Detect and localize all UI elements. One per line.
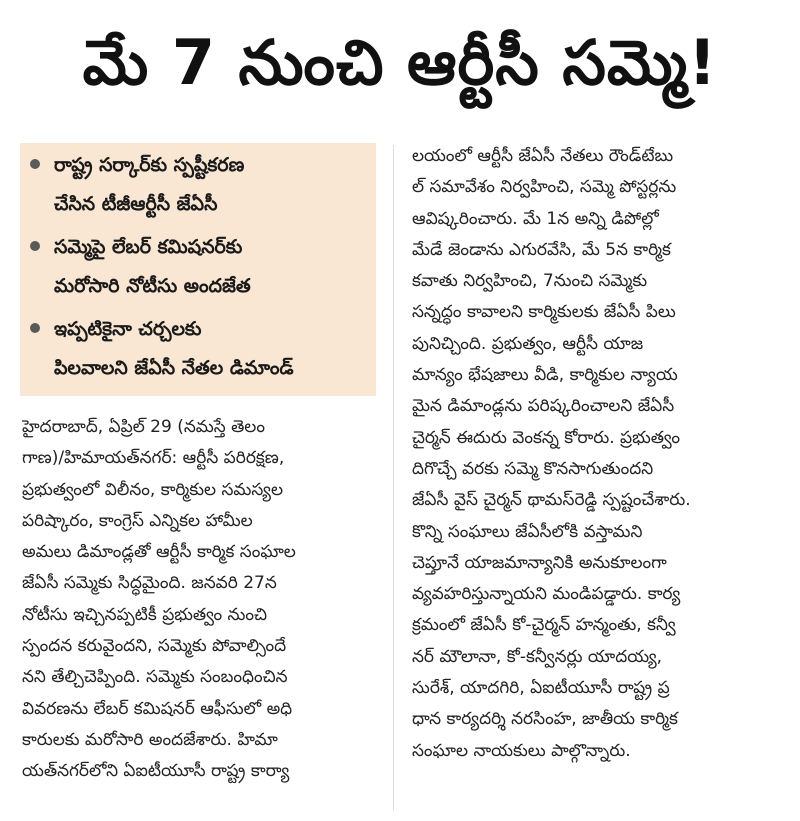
column-divider bbox=[393, 145, 394, 810]
article-line: సన్నద్ధం కావాలని కార్మికులకు జేఏసీ పిలు bbox=[412, 302, 676, 323]
article-line: జేఏసీ వైస్ చైర్మన్ థామస్‌రెడ్డి స్పష్టంచేశారు. bbox=[412, 490, 691, 511]
highlight-line: ఇప్పటికైనా చర్చలకు bbox=[54, 318, 202, 340]
article-line: కవాతు నిర్వహించి, 7నుంచి సమ్మెకు bbox=[412, 271, 648, 292]
article-line: ప్రభుత్వంలో విలీనం, కార్మికుల సమస్యల bbox=[22, 479, 284, 500]
article-line: అమలు డిమాండ్లతో ఆర్టీసీ కార్మిక సంఘాల bbox=[22, 542, 296, 563]
bullet-icon bbox=[30, 241, 40, 251]
article-line: పునిచ్చింది. ప్రభుత్వం, ఆర్టీసీ యాజ bbox=[412, 333, 644, 354]
article-line: కారులకు మరోసారి అందజేశారు. హిమా bbox=[22, 729, 278, 750]
article-line: లయంలో ఆర్టీసీ జేఏసీ నేతలు రౌండ్‌టేబు bbox=[412, 146, 674, 166]
article-line: దిగొచ్చే వరకు సమ్మె కొనసాగుతుందని bbox=[412, 458, 654, 479]
highlight-line: చేసిన టీజీఆర్టీసీ జేఏసీ bbox=[54, 193, 218, 215]
article-line: పరిష్కారం, కాంగ్రెస్ ఎన్నికల హామీల bbox=[22, 510, 253, 531]
article-line: ఆవిష్కరించారు. మే 1న అన్ని డిపోల్లో bbox=[412, 208, 659, 229]
article-line: నని తేల్చిచెప్పింది. సమ్మెకు సంబంధించిన bbox=[22, 667, 288, 688]
highlights-box bbox=[20, 143, 376, 396]
article-left-column bbox=[22, 412, 378, 788]
headline: మే 7 నుంచి ఆర్టీసీ సమ్మె! bbox=[82, 26, 718, 99]
highlight-line: మరోసారి నోటీసు అందజేత bbox=[54, 275, 251, 297]
article-line: కొన్ని సంఘాలు జేఏసీలోకి వస్తామని bbox=[412, 521, 643, 542]
highlight-line: రాష్ట్ర సర్కార్‌కు స్పష్టీకరణ bbox=[54, 154, 245, 176]
article-line: మాన్యం భేషజాలు వీడి, కార్మికుల న్యాయ bbox=[412, 365, 678, 386]
article-line: ల్ సమావేశం నిర్వహించి, సమ్మె పోస్టర్లను bbox=[412, 177, 677, 198]
article-line: యత్‌నగర్‌లోని ఏఐటీయూసీ రాష్ట్ర కార్యా bbox=[22, 761, 290, 782]
article-line: గాణ)/హిమాయత్‌నగర్: ఆర్టీసీ పరిరక్షణ, bbox=[22, 448, 285, 469]
article-line: మేడే జెండాను ఎగురవేసి, మే 5న కార్మిక bbox=[412, 239, 671, 260]
highlight-line: సమ్మెపై లేబర్ కమిషనర్‌కు bbox=[54, 236, 243, 258]
article-line: వివరణను లేబర్ కమిషనర్ ఆఫీసులో అధి bbox=[22, 698, 293, 719]
article-line: క్రమంలో జేఏసీ కో-చైర్మన్ హన్మంతు, కన్వీ bbox=[412, 615, 676, 636]
highlight-line: పిలవాలని జేఏసీ నేతల డిమాండ్ bbox=[54, 357, 294, 379]
article-line: సురేశ్, యాదగిరి, ఏఐటీయూసీ రాష్ట్ర ప్ర bbox=[412, 678, 670, 699]
bullet-icon bbox=[30, 159, 40, 169]
article-line: నర్ మౌలానా, కో-కన్వీనర్లు యాదయ్య, bbox=[412, 646, 663, 667]
article-line: సంఘాల నాయకులు పాల్గొన్నారు. bbox=[412, 740, 631, 761]
article-right-column bbox=[412, 141, 786, 767]
article-line: మైన డిమాండ్లను పరిష్కరించాలని జేఏసీ bbox=[412, 396, 675, 417]
article-line: నోటీసు ఇచ్చినప్పటికీ ప్రభుత్వం నుంచి bbox=[22, 604, 267, 625]
article-line: వ్యవహరిస్తున్నాయని మండిపడ్డారు. కార్య bbox=[412, 584, 681, 605]
article-line: స్పందన కరువైందని, సమ్మెకు పోవాల్సిందే bbox=[22, 636, 287, 657]
article-line: హైదరాబాద్, ఏప్రిల్ 29 (నమస్తే తెలం bbox=[22, 417, 265, 437]
article-line: చెప్తూనే యాజమాన్యానికి అనుకూలంగా bbox=[412, 552, 667, 573]
bullet-icon bbox=[30, 323, 40, 333]
article-line: జేఏసీ సమ్మెకు సిద్ధమైంది. జనవరి 27న bbox=[22, 573, 277, 594]
article-line: ధాన కార్యదర్శి నరసింహ, జాతీయ కార్మిక bbox=[412, 709, 678, 730]
article-line: చైర్మన్ ఈదురు వెంకన్న కోరారు. ప్రభుత్వం bbox=[412, 427, 680, 448]
